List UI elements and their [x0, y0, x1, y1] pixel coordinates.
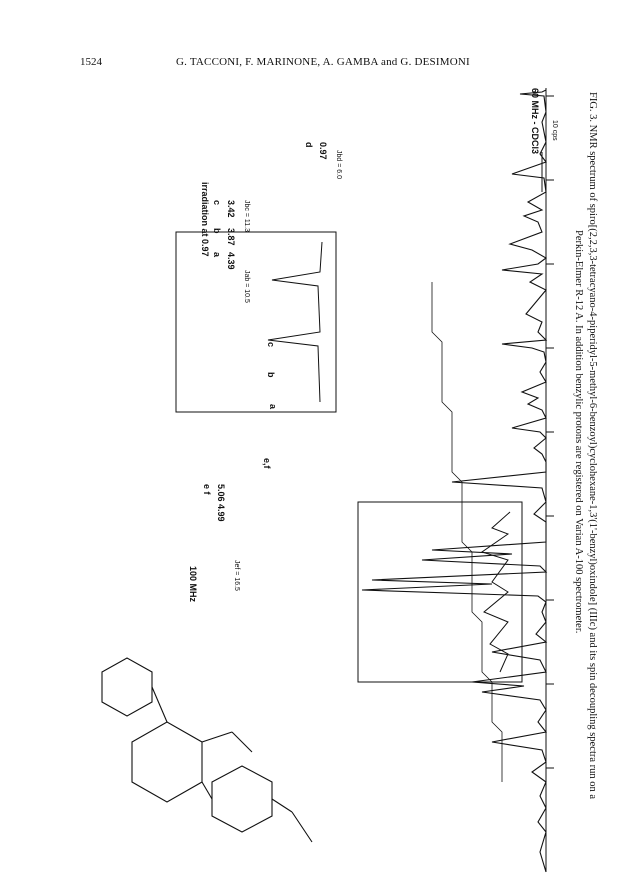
page-number: 1524	[80, 56, 102, 68]
spectrum-trace	[362, 90, 546, 872]
inset-100mhz-title: 100 MHz	[188, 566, 198, 603]
cyclohexane-ring	[132, 722, 202, 802]
inset-100mhz-letters: e f	[202, 484, 212, 495]
irr-col-a-letter: a	[212, 252, 222, 258]
irr-col-b-value: 3.87	[226, 228, 236, 246]
inset-irradiation-title: irradiation at 0.97	[200, 182, 210, 257]
irr-col-a-coupling: Jab = 10.5	[243, 270, 250, 303]
figure-caption-line2: Perkin-Elmer R-12 A. In addition benzylic protons are registered on Varian A-100 spectrometer.	[573, 230, 584, 634]
irr-d-letter: d	[304, 142, 314, 148]
page-header	[80, 56, 545, 72]
irr-d-coupling: Jbd = 6.0	[335, 150, 342, 179]
inset-100mhz-values: 5.06 4.99	[216, 484, 226, 522]
inset-100mhz-coupling: Jef = 16.5	[233, 560, 240, 591]
benzene-ring	[212, 766, 272, 832]
peak-label-ef: e,f	[262, 458, 272, 469]
running-authors: G. TACCONI, F. MARINONE, A. GAMBA and G. DESIMONI	[176, 56, 470, 68]
integration-curve	[432, 282, 502, 782]
peak-label-b: b	[266, 372, 276, 378]
peak-label-a: a	[268, 404, 278, 410]
inset-100mhz-box	[176, 232, 336, 412]
instrument-label: 60 MHz - CDCl3	[530, 88, 540, 155]
inset-100mhz-trace	[268, 242, 322, 402]
figure-caption-line1: FIG. 3. NMR spectrum of spiro[(2,2,3,3-tetracyano-4-piperidyl-5-methyl-6-benzoyl)cyclohexane-1,3'(1'-benzyl)oxindole] (IIIc) and its spin decoupling spectra run on a	[587, 92, 598, 800]
irr-col-b-letter: b	[212, 228, 222, 234]
peak-label-c: c	[266, 342, 276, 348]
irr-col-c-letter: c	[212, 200, 222, 206]
ppm-ticks	[546, 96, 554, 768]
irr-col-c-coupling: Jbc = 11.3	[243, 200, 250, 232]
irr-col-a-value: 4.39	[226, 252, 236, 270]
inset-irradiation-trace	[482, 512, 510, 672]
structure-drawing	[102, 658, 312, 842]
irr-col-c-value: 3.42	[226, 200, 236, 218]
irr-d-value: 0.97	[318, 142, 328, 160]
piperidine-ring	[102, 658, 152, 716]
scale-label: 10 cps	[551, 120, 558, 141]
inset-irradiation-box	[358, 502, 522, 682]
nmr-figure	[72, 82, 604, 880]
